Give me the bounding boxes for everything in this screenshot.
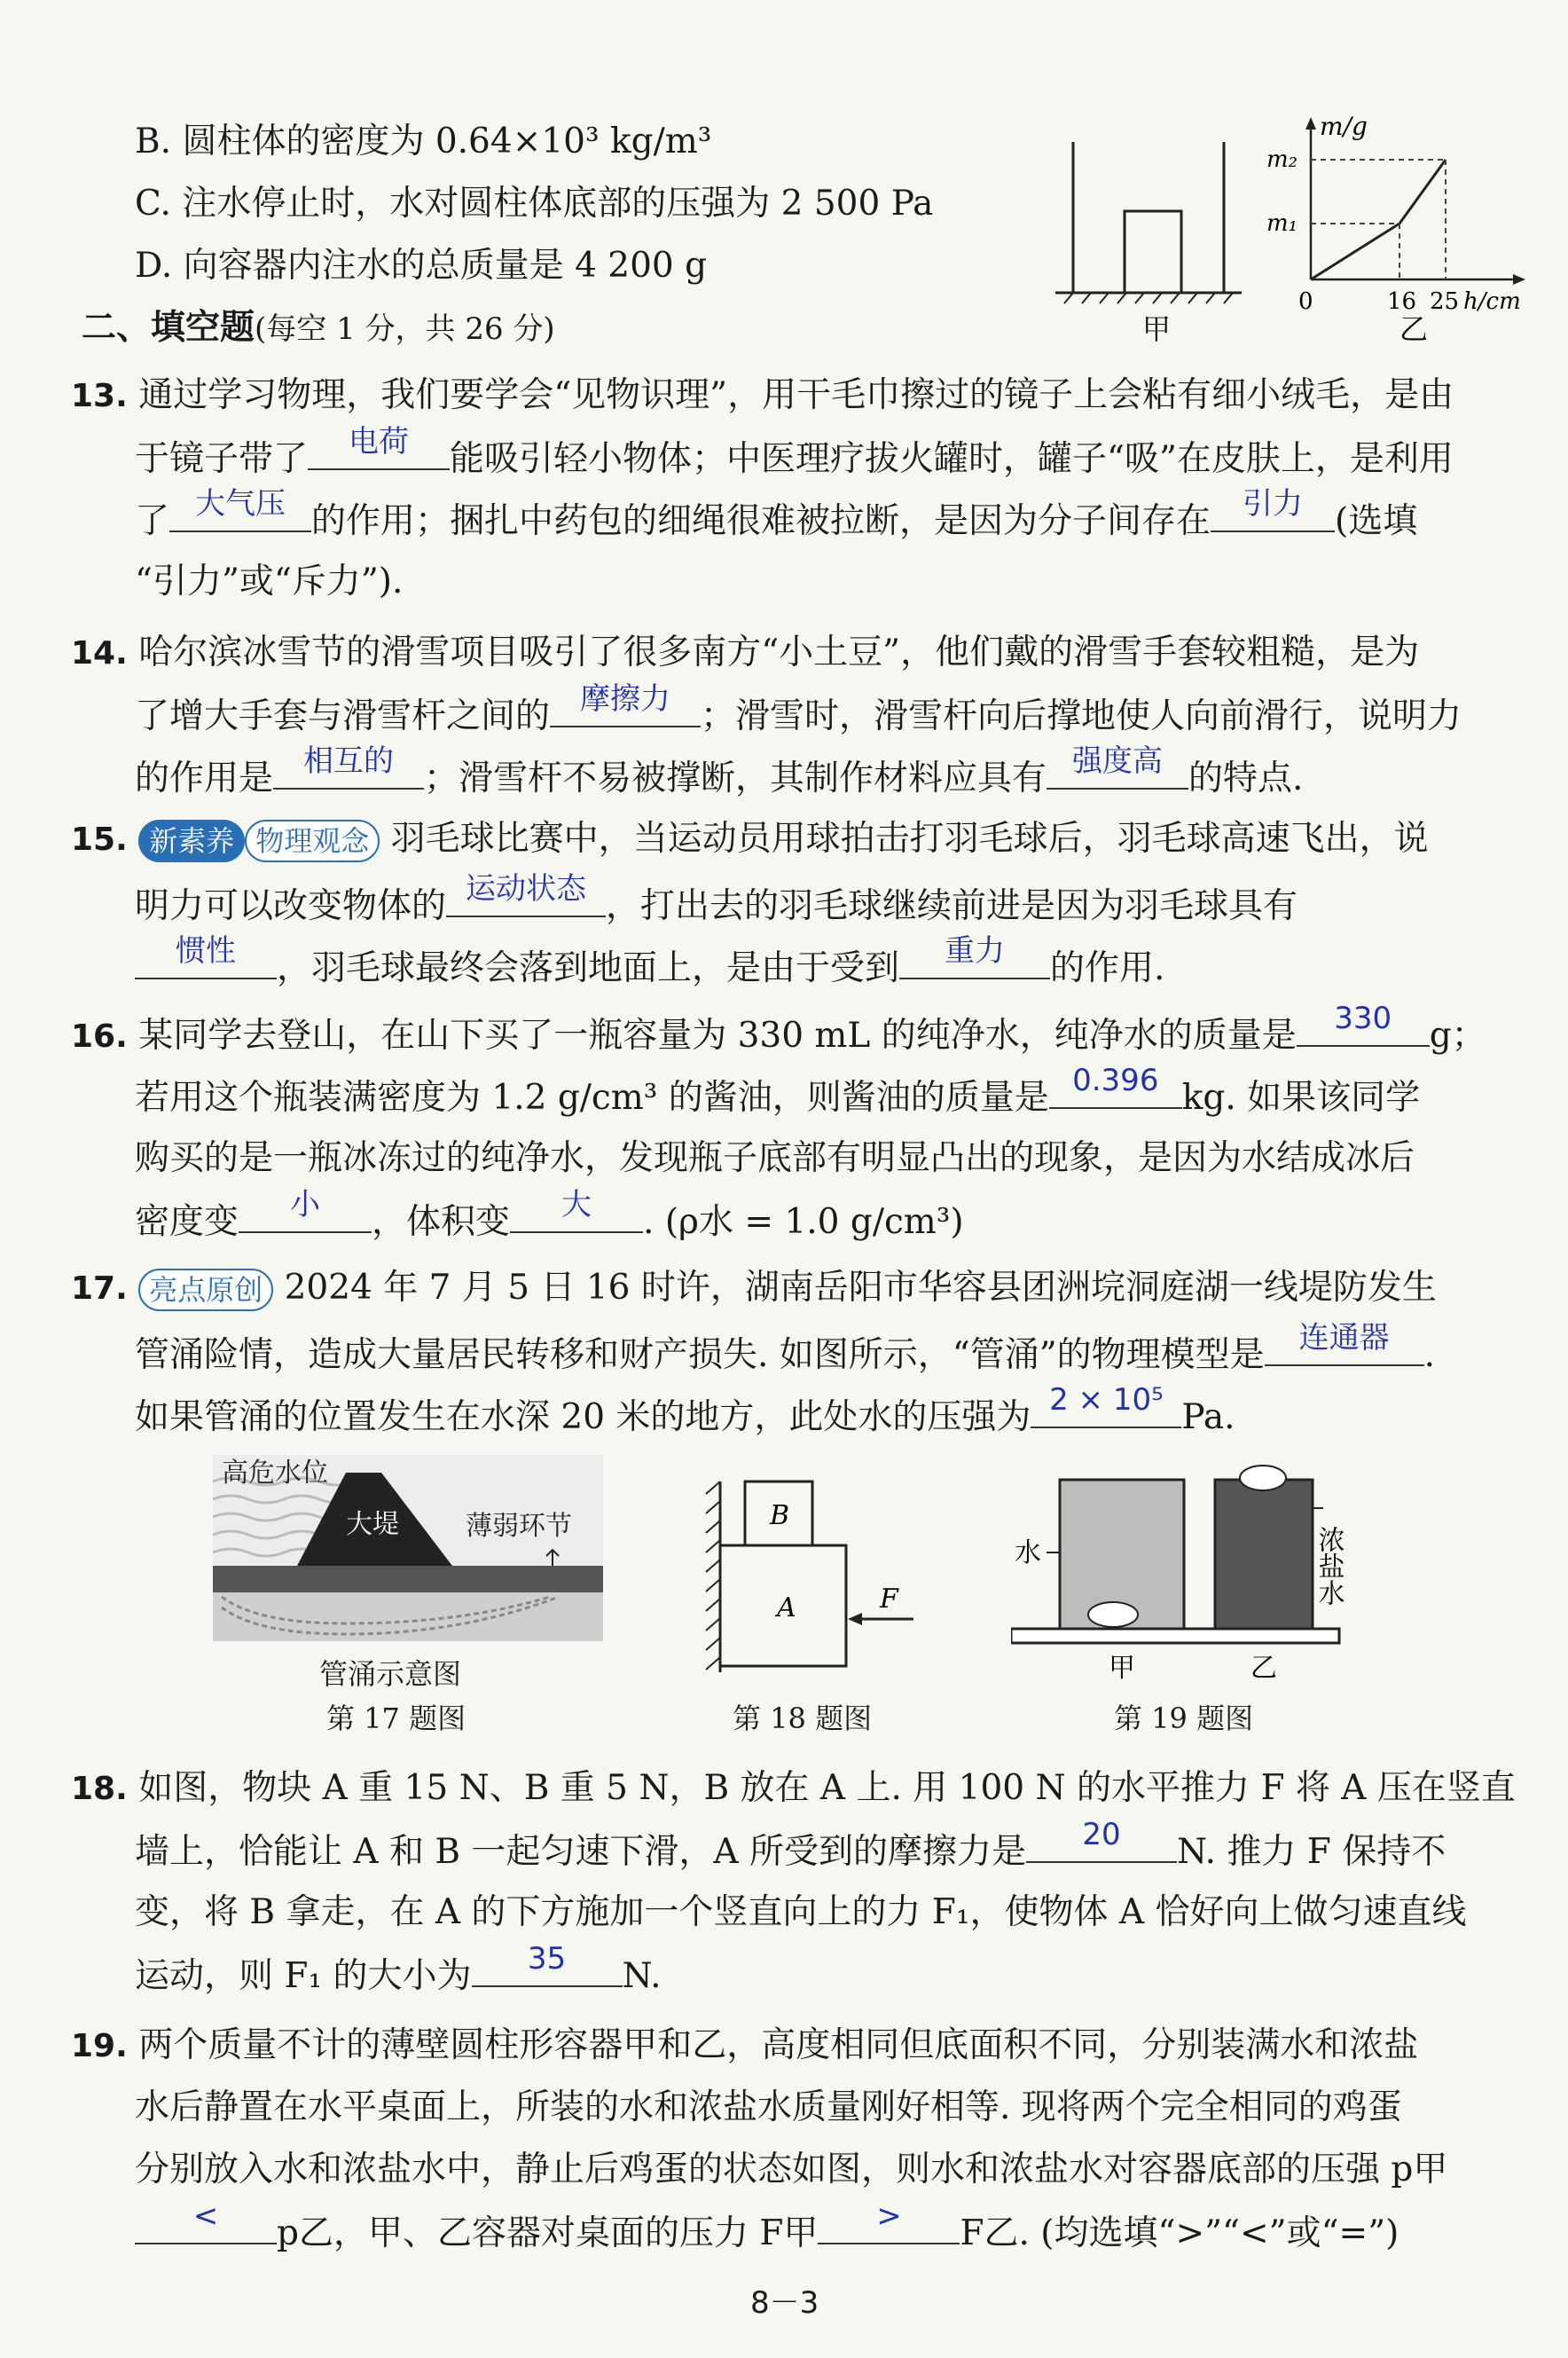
q14-text-3a: 的作用是 (135, 758, 274, 798)
q16-text-4b: ，体积变 (372, 1202, 511, 1242)
q19-text-1: 两个质量不计的薄壁圆柱形容器甲和乙，高度相同但底面积不同，分别装满水和浓盐 (138, 2025, 1419, 2065)
q15-blank-2[interactable] (135, 933, 277, 979)
q15-text-3b: 的作用. (1050, 948, 1165, 988)
q13-text-3b: 的作用；捆扎中药包的细绳很难被拉断，是因为分子间存在 (311, 501, 1211, 541)
q17-line-3 (135, 1382, 1235, 1442)
fig18-label-b: B (770, 1500, 790, 1531)
q15-text-2a: 明力可以改变物体的 (135, 886, 447, 926)
q13-answer-1: 电荷 (349, 424, 410, 460)
q14-text-2b: ；滑雪时，滑雪杆向后撑地使人向前滑行，说明力 (701, 696, 1462, 736)
q17-line-1 (71, 1263, 1437, 1314)
q13-blank-1[interactable] (308, 424, 450, 470)
q15-number: 15. (71, 821, 128, 858)
q14-answer-2: 相互的 (303, 743, 395, 779)
q14-answer-1: 摩擦力 (580, 681, 671, 717)
q16-text-2a: 若用这个瓶装满密度为 1.2 g/cm³ 的酱油，则酱油的质量是 (135, 1078, 1049, 1118)
fig18-label-f: F (880, 1584, 898, 1615)
q18-text-4b: N. (622, 1956, 662, 1996)
q13-number: 13. (71, 378, 128, 414)
q13-text-3a: 了 (135, 501, 170, 541)
q17-text-3a: 如果管涌的位置发生在水深 20 米的地方，此处水的压强为 (135, 1397, 1031, 1437)
q13-text-3c: (选填 (1335, 501, 1418, 541)
q17-answer-2: 2 × 10⁵ (1049, 1382, 1164, 1418)
tick-25: 25 (1430, 288, 1460, 315)
label-yi: 乙 (1399, 312, 1429, 346)
q14-blank-2[interactable] (273, 743, 424, 790)
q14-text-3b: ；滑雪杆不易被撑断，其制作材料应具有 (424, 758, 1047, 798)
q19-line-1 (71, 2021, 1418, 2071)
q18-text-2a: 墙上，恰能让 A 和 B 一起匀速下滑，A 所受到的摩擦力是 (135, 1832, 1026, 1872)
q16-line-2 (135, 1063, 1421, 1123)
q17-line-2 (135, 1320, 1436, 1380)
q18-text-2b: N. 推力 F 保持不 (1176, 1832, 1446, 1872)
option-d: D. 向容器内注水的总质量是 4 200 g (135, 246, 708, 286)
q17-answer-1: 连通器 (1298, 1320, 1390, 1356)
q16-text-4a: 密度变 (135, 1202, 239, 1242)
q14-blank-1[interactable] (550, 681, 701, 727)
q16-line-1 (71, 1001, 1486, 1062)
q17-blank-1[interactable] (1265, 1320, 1424, 1366)
q18-line-2 (135, 1817, 1446, 1877)
q13-text-1: 通过学习物理，我们要学会“见物识理”，用干毛巾擦过的镜子上会粘有细小绒毛，是由 (138, 375, 1454, 415)
section-note: (每空 1 分，共 26 分) (255, 311, 555, 347)
q14-line-3 (135, 743, 1304, 804)
q18-line-3: 变，将 B 拿走，在 A 的下方施加一个竖直向上的力 F₁，使物体 A 恰好向上做匀速直线 (135, 1892, 1467, 1932)
q16-text-2b: kg. 如果该同学 (1181, 1078, 1421, 1118)
y-axis-label: m/g (1320, 112, 1368, 141)
q16-text-1b: g； (1429, 1016, 1486, 1056)
m1-label: m₁ (1266, 210, 1298, 237)
q18-line-1 (71, 1764, 1516, 1814)
q18-answer-2: 35 (527, 1941, 567, 1977)
q14-answer-3: 强度高 (1072, 743, 1164, 779)
q16-line-3: 购买的是一瓶冰冻过的纯净水，发现瓶子底部有明显凸出的现象，是因为水结成冰后 (135, 1138, 1415, 1178)
q13-blank-2[interactable] (169, 486, 311, 532)
label-jia: 甲 (1142, 312, 1172, 346)
q18-answer-1: 20 (1082, 1817, 1121, 1852)
q15-blank-3[interactable] (899, 933, 1050, 979)
q19-text-4a: p乙，甲、乙容器对桌面的压力 F甲 (277, 2213, 819, 2253)
q18-blank-2[interactable] (472, 1941, 623, 1987)
q13-blank-3[interactable] (1211, 486, 1335, 532)
q18-text-1: 如图，物块 A 重 15 N、B 重 5 N，B 放在 A 上. 用 100 N 的水平推力 F 将 A 压在竖直 (138, 1768, 1516, 1808)
q14-line-2 (135, 681, 1462, 742)
q16-answer-3: 小 (290, 1187, 321, 1222)
fig17-diagram (213, 1455, 603, 1641)
top-figure (1047, 106, 1561, 364)
container-jia-diagram (1055, 142, 1242, 303)
fig18-label-a: A (777, 1592, 796, 1623)
q13-text-2a: 于镜子带了 (135, 439, 309, 479)
q16-answer-1: 330 (1334, 1001, 1392, 1036)
q18-text-4a: 运动，则 F₁ 的大小为 (135, 1956, 472, 1996)
q15-line-1 (71, 814, 1429, 865)
fig19-label-brine: 浓盐水 (1313, 1526, 1345, 1606)
q16-line-4 (135, 1187, 964, 1247)
section-header (82, 303, 555, 354)
q14-line-1 (71, 628, 1419, 679)
q13-answer-3: 引力 (1243, 486, 1304, 522)
x-axis-label: h/cm (1463, 288, 1521, 315)
m2-label: m₂ (1266, 146, 1298, 173)
q18-number: 18. (71, 1771, 128, 1807)
q19-blank-1[interactable] (135, 2198, 277, 2244)
section-title: 二、填空题 (82, 308, 255, 348)
q17-blank-2[interactable] (1031, 1382, 1181, 1428)
q16-blank-3[interactable] (239, 1187, 372, 1233)
q15-answer-2: 惯性 (176, 933, 236, 969)
fig17-label-dam: 大堤 (346, 1509, 399, 1540)
q14-number: 14. (71, 635, 128, 672)
q14-blank-3[interactable] (1047, 743, 1188, 790)
q15-answer-1: 运动状态 (466, 871, 587, 907)
q13-line-1 (71, 371, 1454, 421)
fig19-diagram (1011, 1455, 1384, 1686)
q15-text-1: 羽毛球比赛中，当运动员用球拍击打羽毛球后，羽毛球高速飞出，说 (390, 819, 1429, 859)
tick-16: 16 (1387, 288, 1417, 315)
origin-label: 0 (1298, 288, 1313, 315)
q16-answer-2: 0.396 (1072, 1063, 1159, 1098)
q13-text-2b: 能吸引轻小物体；中医理疗拔火罐时，罐子“吸”在皮肤上，是利用 (450, 439, 1454, 479)
q15-line-3 (135, 933, 1165, 994)
q19-text-4b: F乙. (均选填“>”“<”或“=”) (960, 2213, 1399, 2253)
option-c: C. 注水停止时，水对圆柱体底部的压强为 2 500 Pa (135, 184, 934, 224)
q19-line-4 (135, 2198, 1399, 2259)
q13-answer-2: 大气压 (195, 486, 286, 522)
q13-line-3 (135, 486, 1418, 546)
q15-blank-1[interactable] (446, 871, 606, 917)
q16-answer-4: 大 (561, 1187, 592, 1222)
fig17-label-high-water: 高危水位 (222, 1458, 328, 1489)
q16-text-4c: . (ρ水 = 1.0 g/cm³) (643, 1202, 964, 1242)
q15-answer-3: 重力 (945, 933, 1006, 969)
fig19-label-yi: 乙 (1250, 1653, 1277, 1684)
fig19-caption: 第 19 题图 (1114, 1702, 1254, 1735)
q19-blank-2[interactable] (818, 2198, 960, 2244)
q14-text-3c: 的特点. (1188, 758, 1304, 798)
q18-blank-1[interactable] (1026, 1817, 1177, 1863)
option-b: B. 圆柱体的密度为 0.64×10³ kg/m³ (135, 122, 712, 161)
q19-answer-1: < (192, 2198, 219, 2234)
q16-blank-1[interactable] (1297, 1001, 1430, 1047)
q15-line-2 (135, 871, 1298, 931)
fig18-caption: 第 18 题图 (733, 1702, 873, 1735)
q19-answer-2: > (876, 2198, 902, 2234)
q17-text-1: 2024 年 7 月 5 日 16 时许，湖南岳阳市华容县团洲垸洞庭湖一线堤防发生 (284, 1268, 1437, 1308)
fig18-diagram (701, 1473, 931, 1686)
tag-new-literacy: 新素养 (138, 820, 245, 862)
q17-number: 17. (71, 1270, 128, 1307)
q17-text-2a: 管涌险情，造成大量居民转移和财产损失. 如图所示，“管涌”的物理模型是 (135, 1335, 1265, 1375)
q17-text-2b: . (1423, 1335, 1436, 1375)
fig19-label-jia: 甲 (1109, 1653, 1135, 1684)
graph-yi (1305, 117, 1525, 285)
page-number: 8－3 (750, 2285, 819, 2321)
fig17-title: 管涌示意图 (319, 1657, 462, 1691)
q16-blank-2[interactable] (1049, 1063, 1182, 1109)
q19-number: 19. (71, 2028, 128, 2064)
q19-line-2: 水后静置在水平桌面上，所装的水和浓盐水质量刚好相等. 现将两个完全相同的鸡蛋 (135, 2087, 1402, 2127)
tag-physics-concept: 物理观念 (245, 820, 380, 862)
q15-text-3a: ，羽毛球最终会落到地面上，是由于受到 (277, 948, 900, 988)
fig19-label-water: 水 (1015, 1537, 1041, 1568)
q16-blank-4[interactable] (510, 1187, 643, 1233)
q16-number: 16. (71, 1018, 128, 1055)
q16-text-1a: 某同学去登山，在山下买了一瓶容量为 330 mL 的纯净水，纯净水的质量是 (138, 1016, 1297, 1056)
q14-text-2a: 了增大手套与滑雪杆之间的 (135, 696, 551, 736)
q18-line-4 (135, 1941, 662, 2001)
q17-text-3b: Pa. (1181, 1397, 1235, 1437)
q19-line-3: 分别放入水和浓盐水中，静止后鸡蛋的状态如图，则水和浓盐水对容器底部的压强 p甲 (135, 2150, 1448, 2189)
q15-text-2b: ，打出去的羽毛球继续前进是因为羽毛球具有 (606, 886, 1298, 926)
q14-text-1: 哈尔滨冰雪节的滑雪项目吸引了很多南方“小土豆”，他们戴的滑雪手套较粗糙，是为 (138, 633, 1420, 672)
q13-line-2 (135, 424, 1454, 484)
q13-line-4: “引力”或“斥力”). (135, 562, 404, 601)
fig17-caption: 第 17 题图 (326, 1702, 466, 1735)
tag-original-highlight: 亮点原创 (138, 1269, 273, 1311)
fig17-label-weak-point: 薄弱环节 (466, 1511, 572, 1542)
